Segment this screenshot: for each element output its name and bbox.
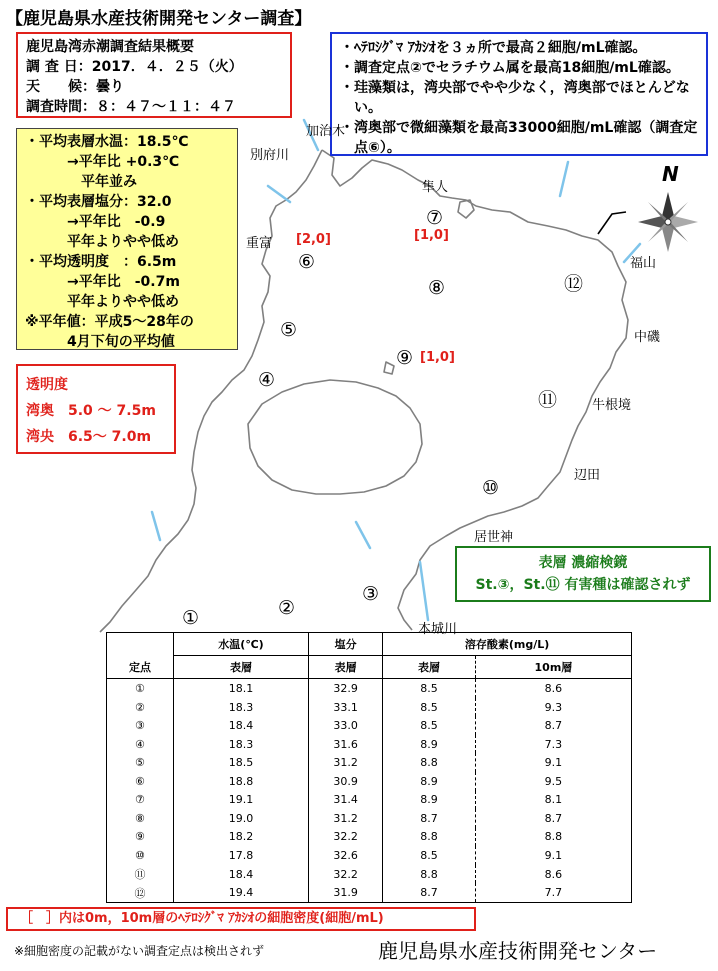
station-marker: ⑨ (396, 347, 414, 369)
salinity-cell: 31.2 (309, 809, 383, 828)
station-cell: ⑧ (135, 811, 145, 825)
finding-item: ・調査定点②でセラチウム属を最高18細胞/mL確認。 (340, 60, 680, 76)
concentration-heading: 表層 濃縮検鏡 (538, 555, 628, 571)
station-marker: ⑫ (564, 273, 584, 295)
do-surface-cell: 8.5 (383, 846, 476, 865)
salinity-cell: 32.6 (309, 846, 383, 865)
table-row (107, 809, 632, 828)
station-cell: ③ (135, 719, 145, 733)
station-cell: ⑫ (134, 886, 146, 900)
do-surface-cell: 8.9 (383, 735, 476, 754)
salinity-cell: 30.9 (309, 772, 383, 791)
table-row (107, 698, 632, 717)
clarity-center-bay: 湾央 6.5～ 7.0m (26, 429, 152, 445)
temp-cell: 18.5 (173, 753, 308, 772)
place-label: 中磯 (634, 330, 661, 345)
station-cell: ① (135, 681, 145, 695)
do-surface-cell: 8.8 (383, 828, 476, 847)
station-marker: ② (278, 597, 296, 619)
salinity-cell: 33.1 (309, 698, 383, 717)
table-row (107, 865, 632, 884)
average-line: 4月下旬の平均値 (25, 334, 175, 350)
place-label: 居世神 (474, 530, 514, 545)
station-cell: ⑩ (135, 849, 145, 863)
station-marker: ③ (362, 583, 380, 605)
do-10m-cell: 8.7 (475, 716, 631, 735)
do-surface-cell: 8.5 (383, 679, 476, 698)
do-surface-cell: 8.8 (383, 865, 476, 884)
average-line: ・平均表層塩分：32.0 (25, 194, 172, 210)
station-cell: ⑪ (134, 868, 146, 882)
do-10m-cell: 9.5 (475, 772, 631, 791)
station-marker: ⑧ (428, 277, 446, 299)
station-marker: ⑤ (280, 319, 298, 341)
cell-density-label: [1,0] (414, 228, 449, 243)
place-label: 牛根境 (592, 398, 632, 413)
survey-time: 調査時間：８：４７～１１：４７ (26, 99, 236, 115)
place-label: 隼人 (422, 180, 449, 195)
header-temp: 水温(℃) (173, 633, 308, 656)
clarity-inner-bay: 湾奥 5.0 ～ 7.5m (26, 403, 156, 419)
header-salinity: 塩分 (309, 633, 383, 656)
subheader-salinity-surface: 表層 (309, 656, 383, 679)
sakurajima-island (248, 380, 422, 494)
salinity-cell: 33.0 (309, 716, 383, 735)
do-surface-cell: 8.9 (383, 772, 476, 791)
averages-box (16, 128, 238, 350)
subheader-temp-surface: 表層 (173, 656, 308, 679)
temp-cell: 18.4 (173, 865, 308, 884)
place-label: 重富 (246, 236, 273, 251)
table-subheader-row (107, 656, 632, 679)
do-10m-cell: 9.3 (475, 698, 631, 717)
table-header-row (107, 633, 632, 656)
compass-north-label: N (662, 162, 679, 186)
average-line: →平年比 -0.7m (25, 274, 180, 290)
survey-weather: 天 候：曇り (26, 79, 124, 95)
average-line: ・平均表層水温：18.5℃ (25, 134, 189, 150)
average-line: →平年比 -0.9 (25, 214, 166, 230)
table-row (107, 716, 632, 735)
temp-cell: 18.4 (173, 716, 308, 735)
river (420, 562, 428, 620)
do-10m-cell: 8.6 (475, 679, 631, 698)
clarity-heading: 透明度 (26, 377, 68, 393)
do-surface-cell: 8.5 (383, 698, 476, 717)
concentration-result: St.③，St.⑪ 有害種は確認されず (475, 577, 691, 593)
river (268, 186, 290, 202)
survey-name: 鹿児島湾赤潮調査結果概要 (26, 39, 194, 55)
do-10m-cell: 9.1 (475, 846, 631, 865)
finding-item: ・珪藻類は，湾央部でやや少なく，湾奥部でほとんどない。 (340, 80, 690, 116)
do-surface-cell: 8.7 (383, 883, 476, 902)
station-cell: ⑤ (135, 756, 145, 770)
note-text: ※細胞密度の記載がない調査定点は検出されず (14, 944, 265, 958)
average-line: 平年並み (25, 174, 137, 190)
table-row (107, 846, 632, 865)
temp-cell: 17.8 (173, 846, 308, 865)
finding-item: ・湾奥部で微細藻類を最高33000細胞/mL確認（調査定点⑥）。 (340, 120, 698, 156)
station-cell: ⑨ (135, 830, 145, 844)
table-row (107, 735, 632, 754)
temp-cell: 19.0 (173, 809, 308, 828)
salinity-cell: 31.6 (309, 735, 383, 754)
do-surface-cell: 8.7 (383, 809, 476, 828)
station-cell: ⑦ (135, 793, 145, 807)
footnote-box: ［ ］内は0m，10m層のﾍﾃﾛｼｸﾞﾏ ｱｶｼｵの細胞密度(細胞/mL) (6, 907, 476, 931)
temp-cell: 18.2 (173, 828, 308, 847)
cell-density-label: [1,0] (420, 350, 455, 365)
place-label: 福山 (630, 256, 657, 271)
river (152, 512, 160, 540)
salinity-cell: 32.9 (309, 679, 383, 698)
station-marker: ⑪ (538, 389, 558, 411)
do-10m-cell: 7.7 (475, 883, 631, 902)
subheader-do-surface: 表層 (383, 656, 476, 679)
station-cell: ④ (135, 737, 145, 751)
do-10m-cell: 8.8 (475, 828, 631, 847)
table-row (107, 828, 632, 847)
do-10m-cell: 8.7 (475, 809, 631, 828)
station-marker: ① (182, 607, 200, 629)
place-label: 本城川 (418, 622, 458, 637)
do-10m-cell: 8.6 (475, 865, 631, 884)
salinity-cell: 31.4 (309, 791, 383, 810)
average-line: 平年よりやや低め (25, 234, 179, 250)
place-label: 加治木 (306, 124, 346, 139)
subheader-do-10m: 10m層 (475, 656, 631, 679)
station-marker: ⑦ (426, 207, 444, 229)
temp-cell: 18.3 (173, 735, 308, 754)
do-10m-cell: 8.1 (475, 791, 631, 810)
salinity-cell: 31.2 (309, 753, 383, 772)
clarity-box (16, 364, 176, 454)
table-row (107, 883, 632, 902)
survey-date: 調 査 日：2017．４．２５（火） (26, 59, 243, 75)
do-surface-cell: 8.8 (383, 753, 476, 772)
table-row (107, 791, 632, 810)
concentration-box (455, 546, 711, 602)
cell-density-label: [2,0] (296, 232, 331, 247)
salinity-cell: 32.2 (309, 828, 383, 847)
pointer-line (598, 212, 626, 234)
footer-organization: 鹿児島県水産技術開発センター (378, 939, 658, 963)
station-cell: ② (135, 700, 145, 714)
place-label: 辺田 (574, 468, 601, 483)
temp-cell: 18.3 (173, 698, 308, 717)
place-label: 別府川 (250, 148, 290, 163)
average-line: 平年よりやや低め (25, 294, 179, 310)
header-do: 溶存酸素(mg/L) (383, 633, 632, 656)
do-surface-cell: 8.5 (383, 716, 476, 735)
station-marker: ⑥ (298, 251, 316, 273)
findings-box (330, 32, 708, 156)
survey-info-box (16, 32, 292, 118)
temp-cell: 19.1 (173, 791, 308, 810)
river (356, 522, 370, 548)
average-line: ・平均透明度 ：6.5m (25, 254, 177, 270)
finding-item: ・ﾍﾃﾛｼｸﾞﾏ ｱｶｼｵを３ヵ所で最高２細胞/mL確認。 (340, 40, 647, 56)
average-line: →平年比 +0.3℃ (25, 154, 180, 170)
page-title: 【鹿児島県水産技術開発センター調査】 (6, 9, 312, 29)
do-10m-cell: 9.1 (475, 753, 631, 772)
compass-rose-icon (638, 192, 698, 252)
islet (458, 200, 474, 218)
river (560, 162, 568, 196)
header-station: 定点 (107, 656, 174, 679)
station-cell: ⑥ (135, 774, 145, 788)
station-marker: ⑩ (482, 477, 500, 499)
water-quality-table (106, 632, 632, 903)
salinity-cell: 31.9 (309, 883, 383, 902)
header-blank (107, 633, 174, 656)
table-row (107, 772, 632, 791)
islet (384, 362, 394, 374)
salinity-cell: 32.2 (309, 865, 383, 884)
do-10m-cell: 7.3 (475, 735, 631, 754)
table-row (107, 753, 632, 772)
table-row (107, 679, 632, 698)
temp-cell: 18.8 (173, 772, 308, 791)
temp-cell: 19.4 (173, 883, 308, 902)
temp-cell: 18.1 (173, 679, 308, 698)
station-marker: ④ (258, 369, 276, 391)
average-line: ※平年値：平成5～28年の (25, 314, 194, 330)
do-surface-cell: 8.9 (383, 791, 476, 810)
